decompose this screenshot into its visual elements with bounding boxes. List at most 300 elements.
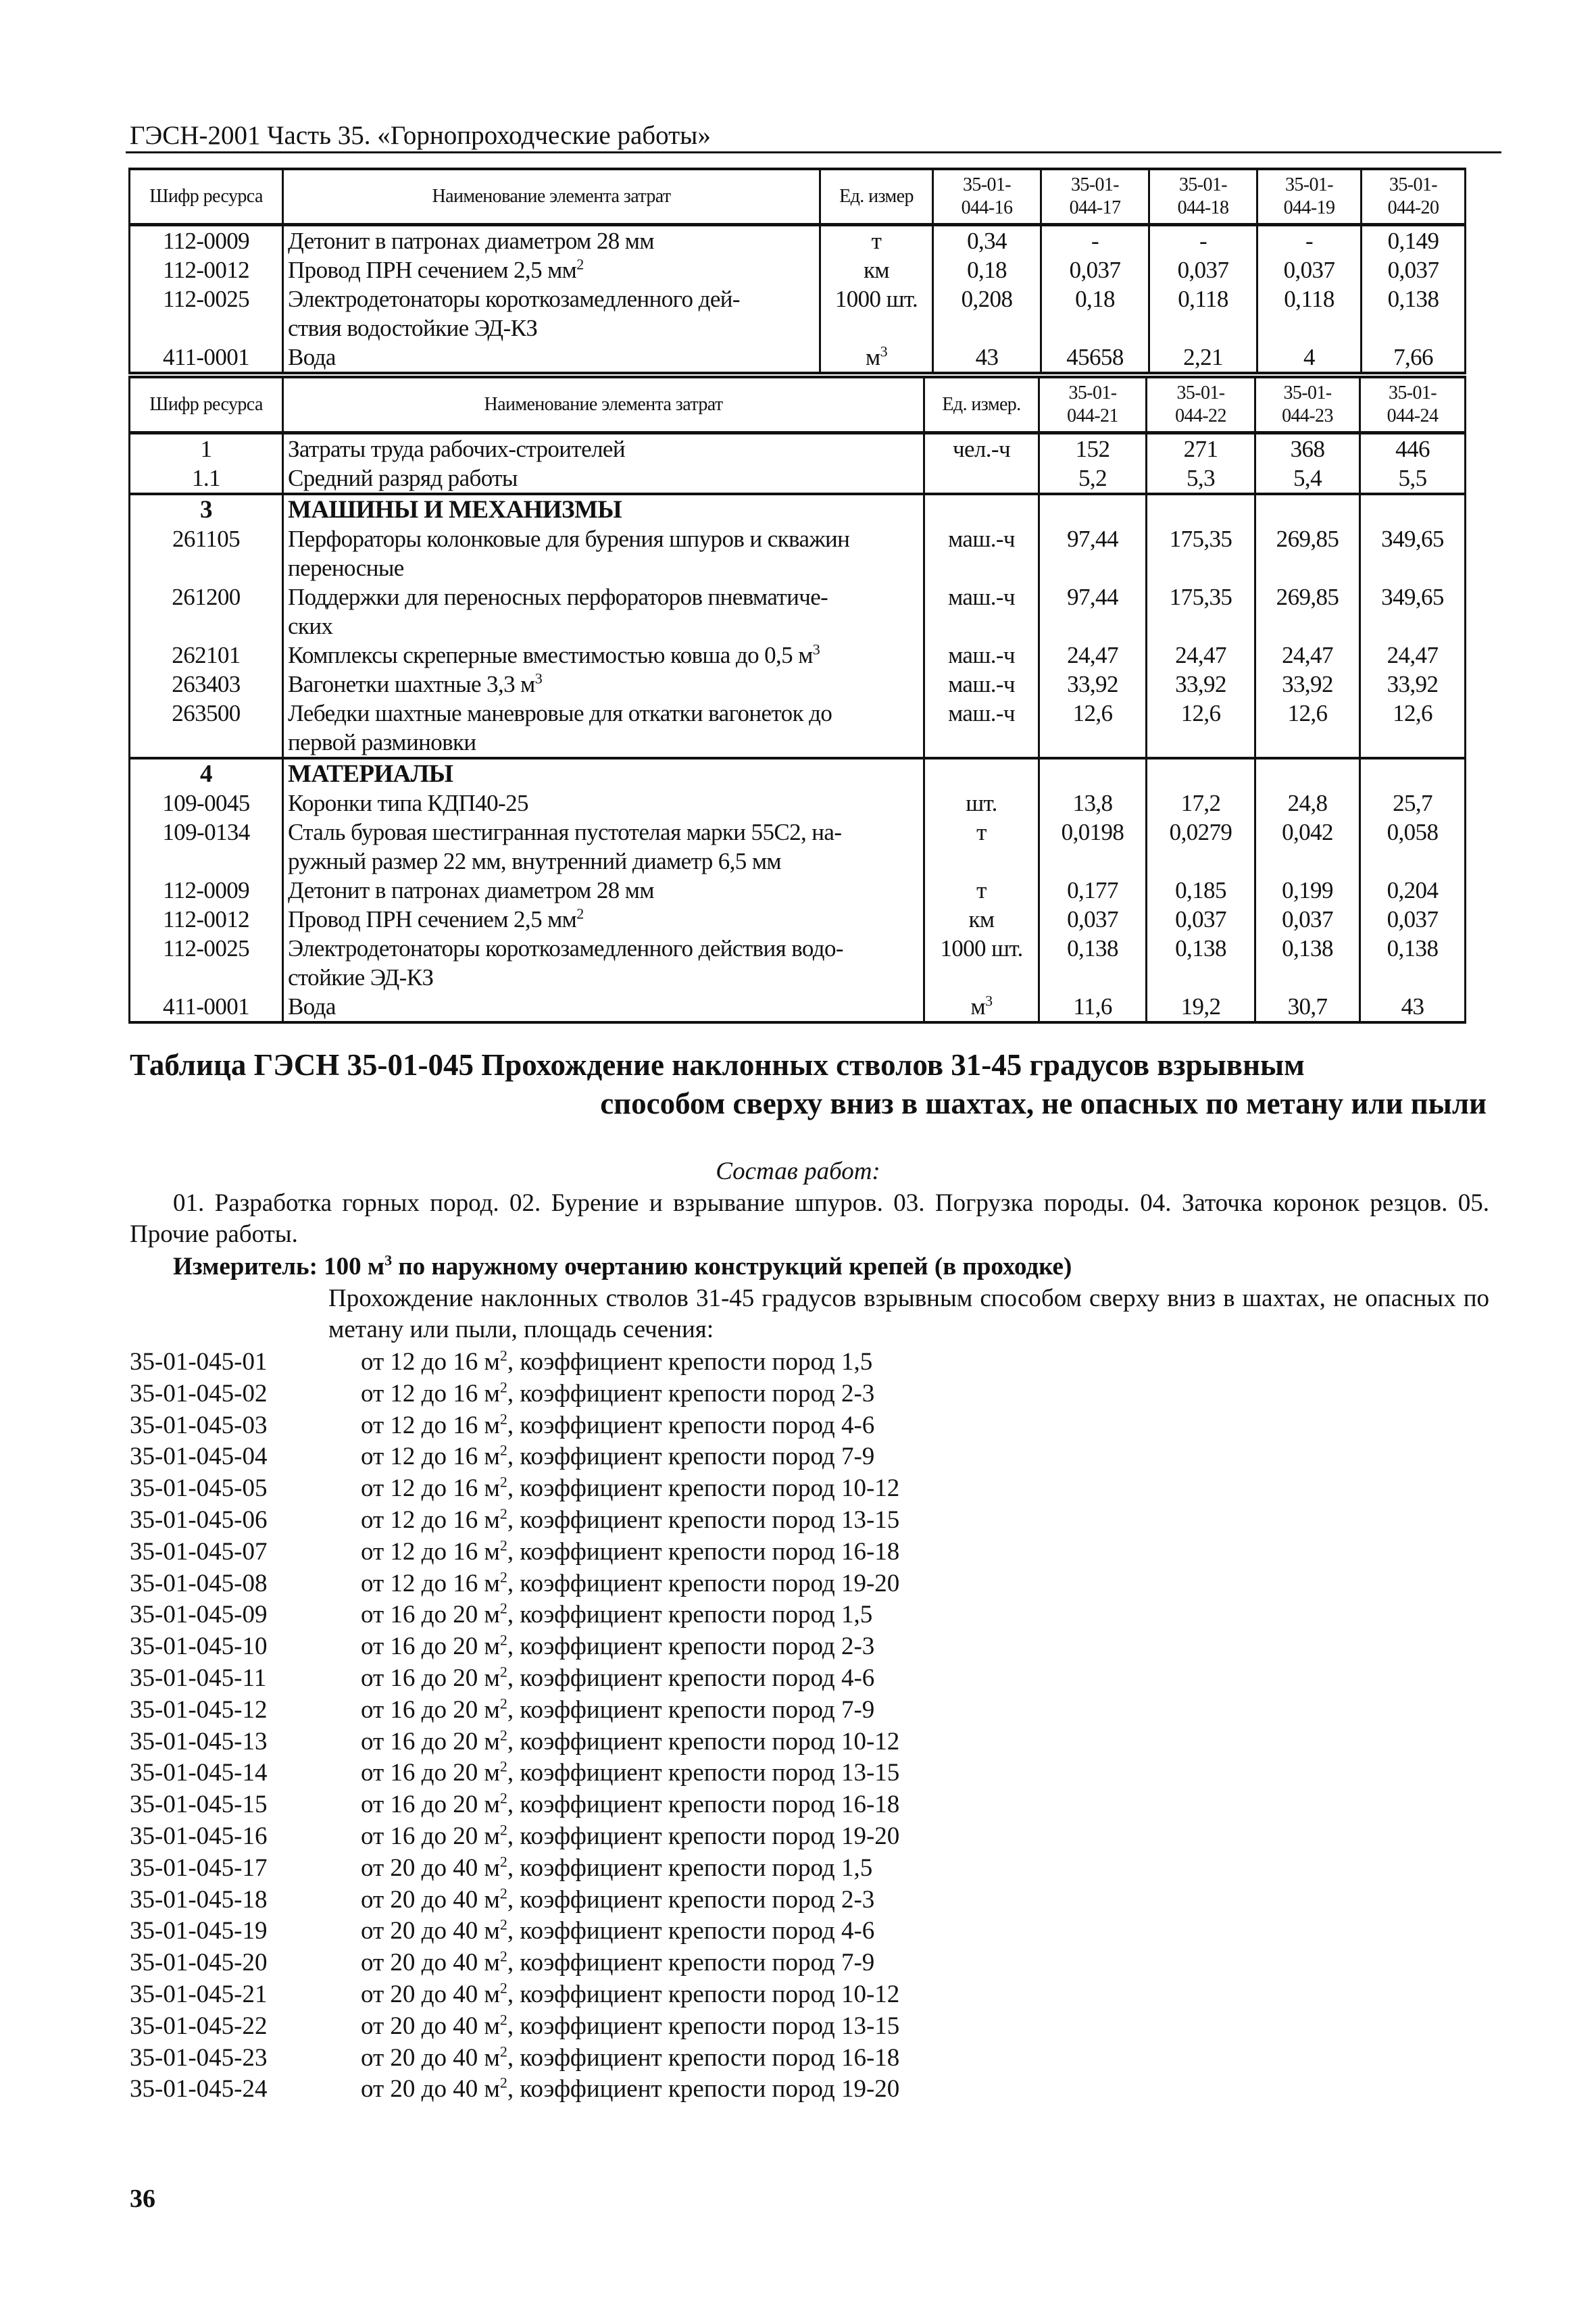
header-row <box>130 169 1466 225</box>
table-title-line1: Таблица ГЭСН 35-01-045 Прохождение наклонных стволов 31-45 градусов взрывным <box>130 1048 1305 1082</box>
value-cell: 0,058 <box>1360 818 1466 876</box>
rate-hardness: , коэффициент крепости пород 16-18 <box>507 1791 900 1819</box>
superscript: 2 <box>499 1537 507 1554</box>
unit-text: 1000 шт. <box>834 286 918 312</box>
rate-description <box>361 1663 874 1695</box>
value-cell: 0,037 <box>1257 255 1362 284</box>
list-item <box>130 2043 899 2074</box>
value-cell: 24,47 <box>1360 641 1466 670</box>
rate-area: от 12 до 16 м <box>361 1569 500 1597</box>
rate-hardness: , коэффициент крепости пород 13-15 <box>507 1759 900 1787</box>
list-item <box>130 1947 899 1979</box>
rate-description <box>361 2074 899 2106</box>
value-cell: 33,92 <box>1360 670 1466 699</box>
value-cell: 5,3 <box>1147 464 1255 494</box>
unit <box>924 582 1039 641</box>
value-cell: 0,037 <box>1362 255 1466 284</box>
value-cell: 0,037 <box>1039 905 1147 934</box>
rate-code: 35-01-045-16 <box>130 1822 268 1850</box>
rate-hardness: , коэффициент крепости пород 1,5 <box>507 1601 873 1629</box>
value-cell: 0,037 <box>1147 905 1255 934</box>
superscript: 2 <box>499 1789 507 1807</box>
rate-area: от 20 до 40 м <box>361 2043 500 2072</box>
value-cell: 0,208 <box>933 284 1041 343</box>
rate-description <box>361 1726 899 1758</box>
superscript: 2 <box>576 905 584 922</box>
header-rate-code: 35-01- 044-19 <box>1257 169 1362 225</box>
unit <box>924 758 1039 789</box>
resource-name-text: Коронки типа КДП40-25 <box>288 790 528 816</box>
rate-hardness: , коэффициент крепости пород 19-20 <box>507 2075 900 2104</box>
measure-unit <box>173 1252 1072 1281</box>
rate-hardness: , коэффициент крепости пород 19-20 <box>507 1822 900 1850</box>
table-title-line2: способом сверху вниз в шахтах, не опасных по метану или пыли <box>600 1087 1487 1120</box>
rate-description <box>361 2043 899 2074</box>
unit <box>924 789 1039 818</box>
resource-table-044-16-20 <box>128 168 1466 374</box>
value-cell: 12,6 <box>1039 699 1147 758</box>
value-cell: 0,037 <box>1149 255 1257 284</box>
resource-name <box>283 284 820 343</box>
unit-text: км <box>864 257 889 283</box>
rate-area: от 16 до 20 м <box>361 1791 500 1819</box>
list-item <box>130 1821 899 1853</box>
value-cell: 0,118 <box>1257 284 1362 343</box>
value-cell: 0,037 <box>1255 905 1360 934</box>
header-rate-code: 35-01- 044-16 <box>933 169 1041 225</box>
value-cell: 12,6 <box>1255 699 1360 758</box>
rate-description <box>361 1853 872 1885</box>
superscript: 2 <box>499 1600 507 1618</box>
measure-text: Измеритель: 100 м <box>173 1253 385 1280</box>
rate-description <box>361 1695 874 1726</box>
value-cell: 5,5 <box>1360 464 1466 494</box>
list-item <box>130 1410 899 1442</box>
rate-description <box>361 1758 899 1789</box>
header-unit: Ед. измер. <box>924 377 1039 433</box>
list-item <box>130 1726 899 1758</box>
table-row <box>130 225 1466 256</box>
rate-code: 35-01-045-09 <box>130 1601 268 1629</box>
rate-hardness: , коэффициент крепости пород 13-15 <box>507 1505 900 1534</box>
rate-description <box>361 1979 899 2011</box>
unit <box>820 255 933 284</box>
value-cell: 33,92 <box>1147 670 1255 699</box>
value-cell: 349,65 <box>1360 524 1466 582</box>
resource-code: 112-0009 <box>130 876 283 905</box>
rate-area: от 16 до 20 м <box>361 1822 500 1850</box>
rate-area: от 12 до 16 м <box>361 1474 500 1503</box>
resource-code: 411-0001 <box>130 992 283 1022</box>
rate-code: 35-01-045-05 <box>130 1474 268 1503</box>
rate-description <box>361 1568 899 1600</box>
rate-code: 35-01-045-06 <box>130 1505 268 1534</box>
value-cell: 0,138 <box>1147 934 1255 992</box>
unit <box>924 876 1039 905</box>
unit-text: м <box>970 993 986 1020</box>
rate-code: 35-01-045-13 <box>130 1727 268 1756</box>
unit <box>924 670 1039 699</box>
table-row <box>130 789 1466 818</box>
resource-name <box>283 494 924 524</box>
rate-hardness: , коэффициент крепости пород 4-6 <box>507 1917 875 1945</box>
superscript: 2 <box>499 1631 507 1649</box>
rate-code: 35-01-045-02 <box>130 1379 268 1408</box>
table-row <box>130 670 1466 699</box>
header-code: Шифр ресурса <box>130 377 283 433</box>
unit <box>820 225 933 256</box>
rate-area: от 20 до 40 м <box>361 2012 500 2040</box>
table-row <box>130 818 1466 876</box>
superscript: 2 <box>499 2011 507 2028</box>
rate-hardness: , коэффициент крепости пород 2-3 <box>507 1633 875 1661</box>
list-item <box>130 2074 899 2106</box>
unit-text: км <box>968 906 995 932</box>
rate-description <box>361 1347 872 1378</box>
unit-text: т <box>871 228 882 254</box>
resource-name-text: Детонит в патронах диаметром 28 мм <box>288 228 654 254</box>
superscript: 2 <box>499 1885 507 1902</box>
unit-text: маш.-ч <box>948 642 1015 668</box>
resource-name <box>283 255 820 284</box>
superscript: 2 <box>499 1442 507 1460</box>
rate-hardness: , коэффициент крепости пород 16-18 <box>507 1537 900 1566</box>
list-item <box>130 1916 899 1947</box>
superscript: 2 <box>499 2074 507 2091</box>
unit-text: маш.-ч <box>948 584 1015 610</box>
resource-code: 263500 <box>130 699 283 758</box>
rate-hardness: , коэффициент крепости пород 7-9 <box>507 1695 875 1724</box>
resource-name-text: Комплексы скреперные вместимостью ковша до 0,5 м <box>288 642 813 668</box>
superscript: 3 <box>812 641 820 658</box>
rate-hardness: , коэффициент крепости пород 16-18 <box>507 2043 900 2072</box>
header-rule <box>126 151 1501 153</box>
unit <box>924 524 1039 582</box>
resource-name-text: Электродетонаторы короткозамедленного дей- ствия водостойкие ЭД-КЗ <box>288 286 740 341</box>
rate-description <box>361 1537 899 1568</box>
section-description: Прохождение наклонных стволов 31-45 градусов взрывным способом сверху вниз в шахтах, не опасных по метану или пыли, площадь сечения: <box>328 1285 1489 1343</box>
value-cell: 175,35 <box>1147 524 1255 582</box>
value-cell: 33,92 <box>1255 670 1360 699</box>
rate-code: 35-01-045-18 <box>130 1885 268 1914</box>
value-cell: 43 <box>933 343 1041 373</box>
rate-area: от 12 до 16 м <box>361 1348 500 1376</box>
value-cell: 0,177 <box>1039 876 1147 905</box>
rate-area: от 16 до 20 м <box>361 1695 500 1724</box>
rate-description <box>361 1473 899 1505</box>
superscript: 3 <box>534 670 543 687</box>
resource-name-text: Поддержки для переносных перфораторов пневматиче- ских <box>288 584 828 639</box>
rate-code: 35-01-045-12 <box>130 1695 268 1724</box>
rate-code: 35-01-045-17 <box>130 1853 268 1882</box>
resource-name-text: Средний разряд работы <box>288 465 518 491</box>
unit-text: маш.-ч <box>948 671 1015 697</box>
table-row <box>130 524 1466 582</box>
resource-name-text: Электродетонаторы короткозамедленного действия водо- стойкие ЭД-КЗ <box>288 935 843 991</box>
rate-description <box>361 1885 874 1916</box>
rate-area: от 16 до 20 м <box>361 1633 500 1661</box>
value-cell: 97,44 <box>1039 524 1147 582</box>
value-cell: 0,199 <box>1255 876 1360 905</box>
resource-code: 112-0025 <box>130 934 283 992</box>
rate-area: от 16 до 20 м <box>361 1664 500 1692</box>
superscript: 2 <box>499 1347 507 1364</box>
rate-area: от 20 до 40 м <box>361 1853 500 1882</box>
value-cell: 33,92 <box>1039 670 1147 699</box>
header-code: Шифр ресурса <box>130 169 283 225</box>
resource-name <box>283 433 924 464</box>
resource-name-text: МАШИНЫ И МЕХАНИЗМЫ <box>288 496 622 524</box>
rate-code: 35-01-045-22 <box>130 2012 268 2040</box>
list-item <box>130 1979 899 2011</box>
resource-name <box>283 641 924 670</box>
rate-area: от 12 до 16 м <box>361 1537 500 1566</box>
value-cell: 0,204 <box>1360 876 1466 905</box>
resource-name <box>283 758 924 789</box>
resource-code: 411-0001 <box>130 343 283 373</box>
superscript: 3 <box>880 343 887 360</box>
rate-hardness: , коэффициент крепости пород 2-3 <box>507 1885 875 1914</box>
value-cell: 25,7 <box>1360 789 1466 818</box>
list-item <box>130 1695 899 1726</box>
rate-code: 35-01-045-14 <box>130 1759 268 1787</box>
value-cell: 446 <box>1360 433 1466 464</box>
value-cell: 0,138 <box>1360 934 1466 992</box>
rate-hardness: , коэффициент крепости пород 10-12 <box>507 1474 900 1503</box>
rate-hardness: , коэффициент крепости пород 10-12 <box>507 1980 900 2008</box>
header-name: Наименование элемента затрат <box>283 377 924 433</box>
resource-name <box>283 992 924 1022</box>
rate-description <box>361 2011 899 2043</box>
value-cell: 7,66 <box>1362 343 1466 373</box>
value-cell: 368 <box>1255 433 1360 464</box>
value-cell: 0,0279 <box>1147 818 1255 876</box>
rate-code: 35-01-045-11 <box>130 1664 267 1692</box>
value-cell: 0,138 <box>1039 934 1147 992</box>
rate-hardness: , коэффициент крепости пород 2-3 <box>507 1379 875 1408</box>
rate-area: от 20 до 40 м <box>361 2075 500 2104</box>
measure-text-rest: по наружному очертанию конструкций крепей (в проходке) <box>392 1253 1072 1280</box>
value-cell: 0,037 <box>1360 905 1466 934</box>
rate-area: от 20 до 40 м <box>361 1885 500 1914</box>
unit <box>924 905 1039 934</box>
list-item <box>130 1347 899 1378</box>
value-cell: - <box>1257 225 1362 256</box>
unit <box>924 934 1039 992</box>
resource-name-text: Провод ПРН сечением 2,5 мм <box>288 906 577 932</box>
resource-code: 112-0009 <box>130 225 283 256</box>
value-cell: 12,6 <box>1360 699 1466 758</box>
rate-description <box>361 1821 899 1853</box>
superscript: 2 <box>499 1663 507 1681</box>
value-cell: 12,6 <box>1147 699 1255 758</box>
superscript: 2 <box>499 1410 507 1428</box>
value-cell <box>1255 494 1360 524</box>
value-cell: 269,85 <box>1255 582 1360 641</box>
unit <box>924 641 1039 670</box>
value-cell: 2,21 <box>1149 343 1257 373</box>
rate-area: от 20 до 40 м <box>361 1917 500 1945</box>
resource-name <box>283 876 924 905</box>
value-cell <box>1147 758 1255 789</box>
resource-name-text: Провод ПРН сечением 2,5 мм <box>288 257 577 283</box>
resource-name <box>283 934 924 992</box>
measure-sup: 3 <box>384 1251 393 1269</box>
section-row <box>130 494 1466 524</box>
value-cell: 24,8 <box>1255 789 1360 818</box>
header-rate-code: 35-01- 044-17 <box>1041 169 1149 225</box>
value-cell: 17,2 <box>1147 789 1255 818</box>
value-cell: 0,185 <box>1147 876 1255 905</box>
resource-code: 1.1 <box>130 464 283 494</box>
header-unit: Ед. измер <box>820 169 933 225</box>
value-cell: 0,149 <box>1362 225 1466 256</box>
rate-area: от 12 до 16 м <box>361 1411 500 1439</box>
resource-code: 112-0012 <box>130 905 283 934</box>
value-cell <box>1255 758 1360 789</box>
value-cell: 24,47 <box>1255 641 1360 670</box>
resource-name <box>283 789 924 818</box>
rate-hardness: , коэффициент крепости пород 1,5 <box>507 1853 873 1882</box>
rate-description <box>361 1916 874 1947</box>
rate-description <box>361 1789 899 1821</box>
header-rate-code: 35-01- 044-18 <box>1149 169 1257 225</box>
value-cell: 175,35 <box>1147 582 1255 641</box>
value-cell: 24,47 <box>1039 641 1147 670</box>
list-item <box>130 1599 899 1631</box>
unit-text: маш.-ч <box>948 700 1015 726</box>
resource-name-text: Лебедки шахтные маневровые для откатки вагонеток до первой разминовки <box>288 700 832 755</box>
rate-description <box>361 1441 874 1473</box>
list-item <box>130 1663 899 1695</box>
value-cell: 97,44 <box>1039 582 1147 641</box>
resource-name <box>283 524 924 582</box>
unit-text: т <box>976 877 987 903</box>
value-cell: 13,8 <box>1039 789 1147 818</box>
rate-description <box>361 1631 874 1663</box>
resource-code: 4 <box>130 758 283 789</box>
unit-text: т <box>976 819 987 845</box>
unit-text: шт. <box>966 790 997 816</box>
rate-description <box>361 1599 872 1631</box>
superscript: 2 <box>499 1916 507 1934</box>
rate-hardness: , коэффициент крепости пород 19-20 <box>507 1569 900 1597</box>
resource-name <box>283 818 924 876</box>
superscript: 2 <box>499 1726 507 1744</box>
value-cell: 0,138 <box>1362 284 1466 343</box>
superscript: 2 <box>499 1758 507 1776</box>
value-cell: 0,0198 <box>1039 818 1147 876</box>
section-row <box>130 758 1466 789</box>
resource-code: 3 <box>130 494 283 524</box>
rate-hardness: , коэффициент крепости пород 10-12 <box>507 1727 900 1756</box>
rate-code: 35-01-045-03 <box>130 1411 268 1439</box>
rate-area: от 16 до 20 м <box>361 1601 500 1629</box>
rate-code: 35-01-045-10 <box>130 1633 268 1661</box>
unit <box>924 992 1039 1022</box>
list-item <box>130 1505 899 1537</box>
resource-code: 112-0025 <box>130 284 283 343</box>
value-cell: 4 <box>1257 343 1362 373</box>
resource-name-text: Перфораторы колонковые для бурения шпуров и скважин переносные <box>288 526 850 581</box>
rate-code: 35-01-045-04 <box>130 1443 268 1471</box>
works-label: Состав работ: <box>716 1158 880 1185</box>
rate-code-list <box>130 1347 899 2106</box>
table-row <box>130 905 1466 934</box>
unit <box>820 343 933 373</box>
rate-code: 35-01-045-01 <box>130 1348 268 1376</box>
list-item <box>130 1378 899 1410</box>
value-cell <box>1147 494 1255 524</box>
list-item <box>130 1473 899 1505</box>
header-rate-code: 35-01- 044-24 <box>1360 377 1466 433</box>
rate-code: 35-01-045-23 <box>130 2043 268 2072</box>
unit <box>924 818 1039 876</box>
superscript: 2 <box>576 255 584 273</box>
rate-code: 35-01-045-15 <box>130 1791 268 1819</box>
resource-name-text: Вода <box>288 993 336 1020</box>
superscript: 2 <box>499 2043 507 2060</box>
unit <box>924 464 1039 494</box>
rate-hardness: , коэффициент крепости пород 13-15 <box>507 2012 900 2040</box>
table-row <box>130 343 1466 373</box>
value-cell <box>1039 758 1147 789</box>
resource-code: 109-0045 <box>130 789 283 818</box>
header-rate-code: 35-01- 044-21 <box>1039 377 1147 433</box>
rate-hardness: , коэффициент крепости пород 4-6 <box>507 1664 875 1692</box>
rate-area: от 12 до 16 м <box>361 1379 500 1408</box>
header-rate-code: 35-01- 044-23 <box>1255 377 1360 433</box>
value-cell: 0,18 <box>933 255 1041 284</box>
running-header: ГЭСН-2001 Часть 35. «Горнопроходческие работы» <box>130 121 711 150</box>
value-cell: 24,47 <box>1147 641 1255 670</box>
rate-description <box>361 1410 874 1442</box>
value-cell: 19,2 <box>1147 992 1255 1022</box>
header-rate-code: 35-01- 044-20 <box>1362 169 1466 225</box>
value-cell: 0,18 <box>1041 284 1149 343</box>
superscript: 2 <box>499 1853 507 1870</box>
resource-table-044-21-24 <box>128 376 1466 1024</box>
rate-code: 35-01-045-08 <box>130 1569 268 1597</box>
rate-area: от 16 до 20 м <box>361 1759 500 1787</box>
resource-name <box>283 582 924 641</box>
superscript: 3 <box>985 992 993 1010</box>
page-number: 36 <box>130 2185 155 2213</box>
value-cell: 0,138 <box>1255 934 1360 992</box>
table-row <box>130 934 1466 992</box>
resource-code: 263403 <box>130 670 283 699</box>
resource-name <box>283 343 820 373</box>
unit-text: 1000 шт. <box>940 935 1023 962</box>
list-item <box>130 1853 899 1885</box>
resource-name <box>283 670 924 699</box>
value-cell <box>1360 758 1466 789</box>
rate-code: 35-01-045-19 <box>130 1917 268 1945</box>
header-rate-code: 35-01- 044-22 <box>1147 377 1255 433</box>
resource-name-text: Сталь буровая шестигранная пустотелая марки 55С2, на- ружный размер 22 мм, внутренний диаметр 6,5 мм <box>288 819 842 874</box>
table-row <box>130 582 1466 641</box>
table-row <box>130 255 1466 284</box>
value-cell: 0,042 <box>1255 818 1360 876</box>
rate-area: от 20 до 40 м <box>361 1980 500 2008</box>
unit-text: м <box>866 344 880 370</box>
works-list: 01. Разработка горных пород. 02. Бурение и взрывание шпуров. 03. Погрузка породы. 04. Заточка коронок резцов. 05. Прочие работы. <box>130 1189 1489 1248</box>
superscript: 2 <box>499 1505 507 1522</box>
rate-code: 35-01-045-21 <box>130 1980 268 2008</box>
unit <box>924 433 1039 464</box>
list-item <box>130 2011 899 2043</box>
superscript: 2 <box>499 1821 507 1839</box>
